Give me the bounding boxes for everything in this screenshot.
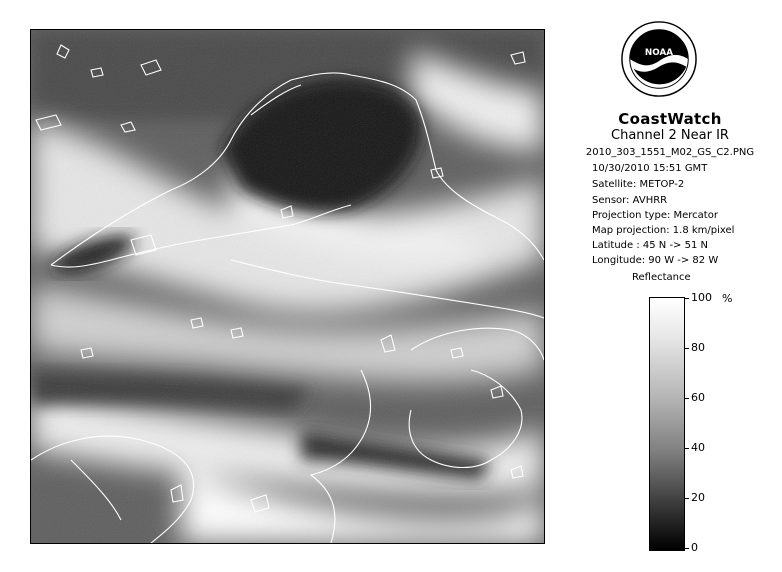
noaa-logo bbox=[620, 20, 698, 98]
colorbar-tick bbox=[684, 498, 689, 499]
colorbar-tick bbox=[684, 348, 689, 349]
colorbar-tick-label: 20 bbox=[691, 491, 705, 504]
map-projection-text: Map projection: 1.8 km/pixel bbox=[592, 225, 735, 236]
reflectance-colorbar bbox=[649, 297, 685, 551]
colorbar-tick-label: 0 bbox=[691, 541, 698, 554]
satellite-map bbox=[30, 29, 545, 544]
file-name: 2010_303_1551_M02_GS_C2.PNG bbox=[585, 147, 755, 158]
satellite-text: Satellite: METOP-2 bbox=[592, 179, 685, 190]
product-title: CoastWatch bbox=[618, 110, 722, 128]
colorbar-tick-label: 100 bbox=[691, 291, 712, 304]
colorbar-tick bbox=[684, 398, 689, 399]
colorbar-tick-label: 80 bbox=[691, 341, 705, 354]
channel-label: Channel 2 Near IR bbox=[611, 128, 729, 143]
colorbar-unit: % bbox=[722, 292, 733, 305]
projection-type-text: Projection type: Mercator bbox=[592, 210, 718, 221]
sensor-text: Sensor: AVHRR bbox=[592, 195, 668, 206]
longitude-text: Longitude: 90 W -> 82 W bbox=[592, 255, 719, 266]
colorbar-tick bbox=[684, 298, 689, 299]
colorbar-tick bbox=[684, 448, 689, 449]
noaa-logo-text: NOAA bbox=[644, 48, 674, 59]
colorbar-tick-label: 40 bbox=[691, 441, 705, 454]
colorbar-tick bbox=[684, 548, 689, 549]
map-image bbox=[31, 30, 544, 543]
datetime-text: 10/30/2010 15:51 GMT bbox=[592, 163, 708, 174]
colorbar-label: Reflectance bbox=[632, 272, 691, 283]
colorbar-tick-label: 60 bbox=[691, 391, 705, 404]
latitude-text: Latitude : 45 N -> 51 N bbox=[592, 240, 708, 251]
